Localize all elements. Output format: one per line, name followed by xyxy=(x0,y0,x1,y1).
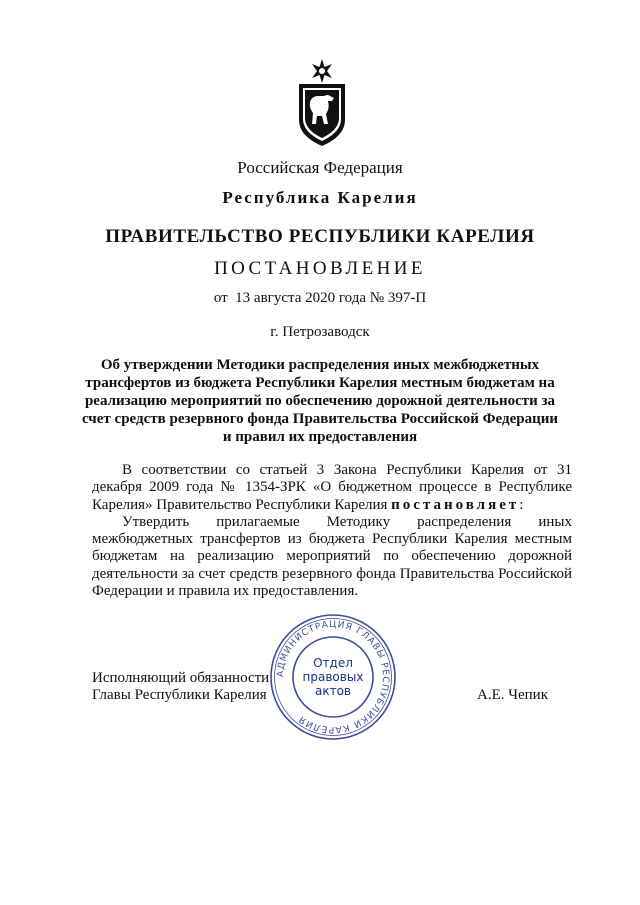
svg-text:актов: актов xyxy=(314,684,352,698)
decree-colon: : xyxy=(519,496,524,513)
signatory-position xyxy=(92,670,269,705)
signatory-position-line2: Главы Республики Карелия xyxy=(92,687,267,704)
decree-word: постановляет xyxy=(391,496,520,513)
document-subject: Об утверждении Методики распределения иных межбюджетных трансфертов из бюджета Республики Карелия местным бюджетам на реализацию мероприятий по обеспечению дорожной деятельности за счет средств резервного фонда Правительства Российской Федерации и правил их предоставления xyxy=(81,357,559,445)
decree-item: Утвердить прилагаемые Методику распределения иных межбюджетных трансфертов из бюджета Республики Карелия местным бюджетам на реализацию мероприятий по обеспечению дорожной деятельности за счет средств резервного фонда Правительства Российской Федерации и правила их предоставления. xyxy=(92,513,572,600)
republic-title: Республика Карелия xyxy=(222,188,418,207)
government-title: ПРАВИТЕЛЬСТВО РЕСПУБЛИКИ КАРЕЛИЯ xyxy=(105,226,535,247)
federation-title: Российская Федерация xyxy=(237,158,403,177)
document-type: ПОСТАНОВЛЕНИЕ xyxy=(214,258,426,279)
karelia-coat-of-arms-icon xyxy=(296,58,348,148)
document-date-number: от 13 августа 2020 года № 397-П xyxy=(213,290,427,306)
document-body xyxy=(92,462,572,600)
document-city: г. Петрозаводск xyxy=(270,324,370,340)
svg-text:АДМИНИСТРАЦИЯ ГЛАВЫ РЕСПУБЛИКИ: АДМИНИСТРАЦИЯ ГЛАВЫ РЕСПУБЛИКИ КАРЕЛИЯ xyxy=(275,619,391,735)
signatory-name: А.Е. Чепик xyxy=(477,687,548,703)
preamble-paragraph xyxy=(92,462,572,514)
official-stamp xyxy=(268,612,398,742)
signatory-position-line1: Исполняющий обязанности xyxy=(92,670,270,686)
svg-text:Отдел: Отдел xyxy=(313,656,353,670)
svg-text:правовых: правовых xyxy=(302,670,364,684)
preamble-text: В соответствии со статьей 3 Закона Республики Карелия от 31 декабря 2009 года № 1354-ЗРК «О бюджетном процессе в Республике Карелия» Правительство Республики Карелия xyxy=(92,462,572,513)
